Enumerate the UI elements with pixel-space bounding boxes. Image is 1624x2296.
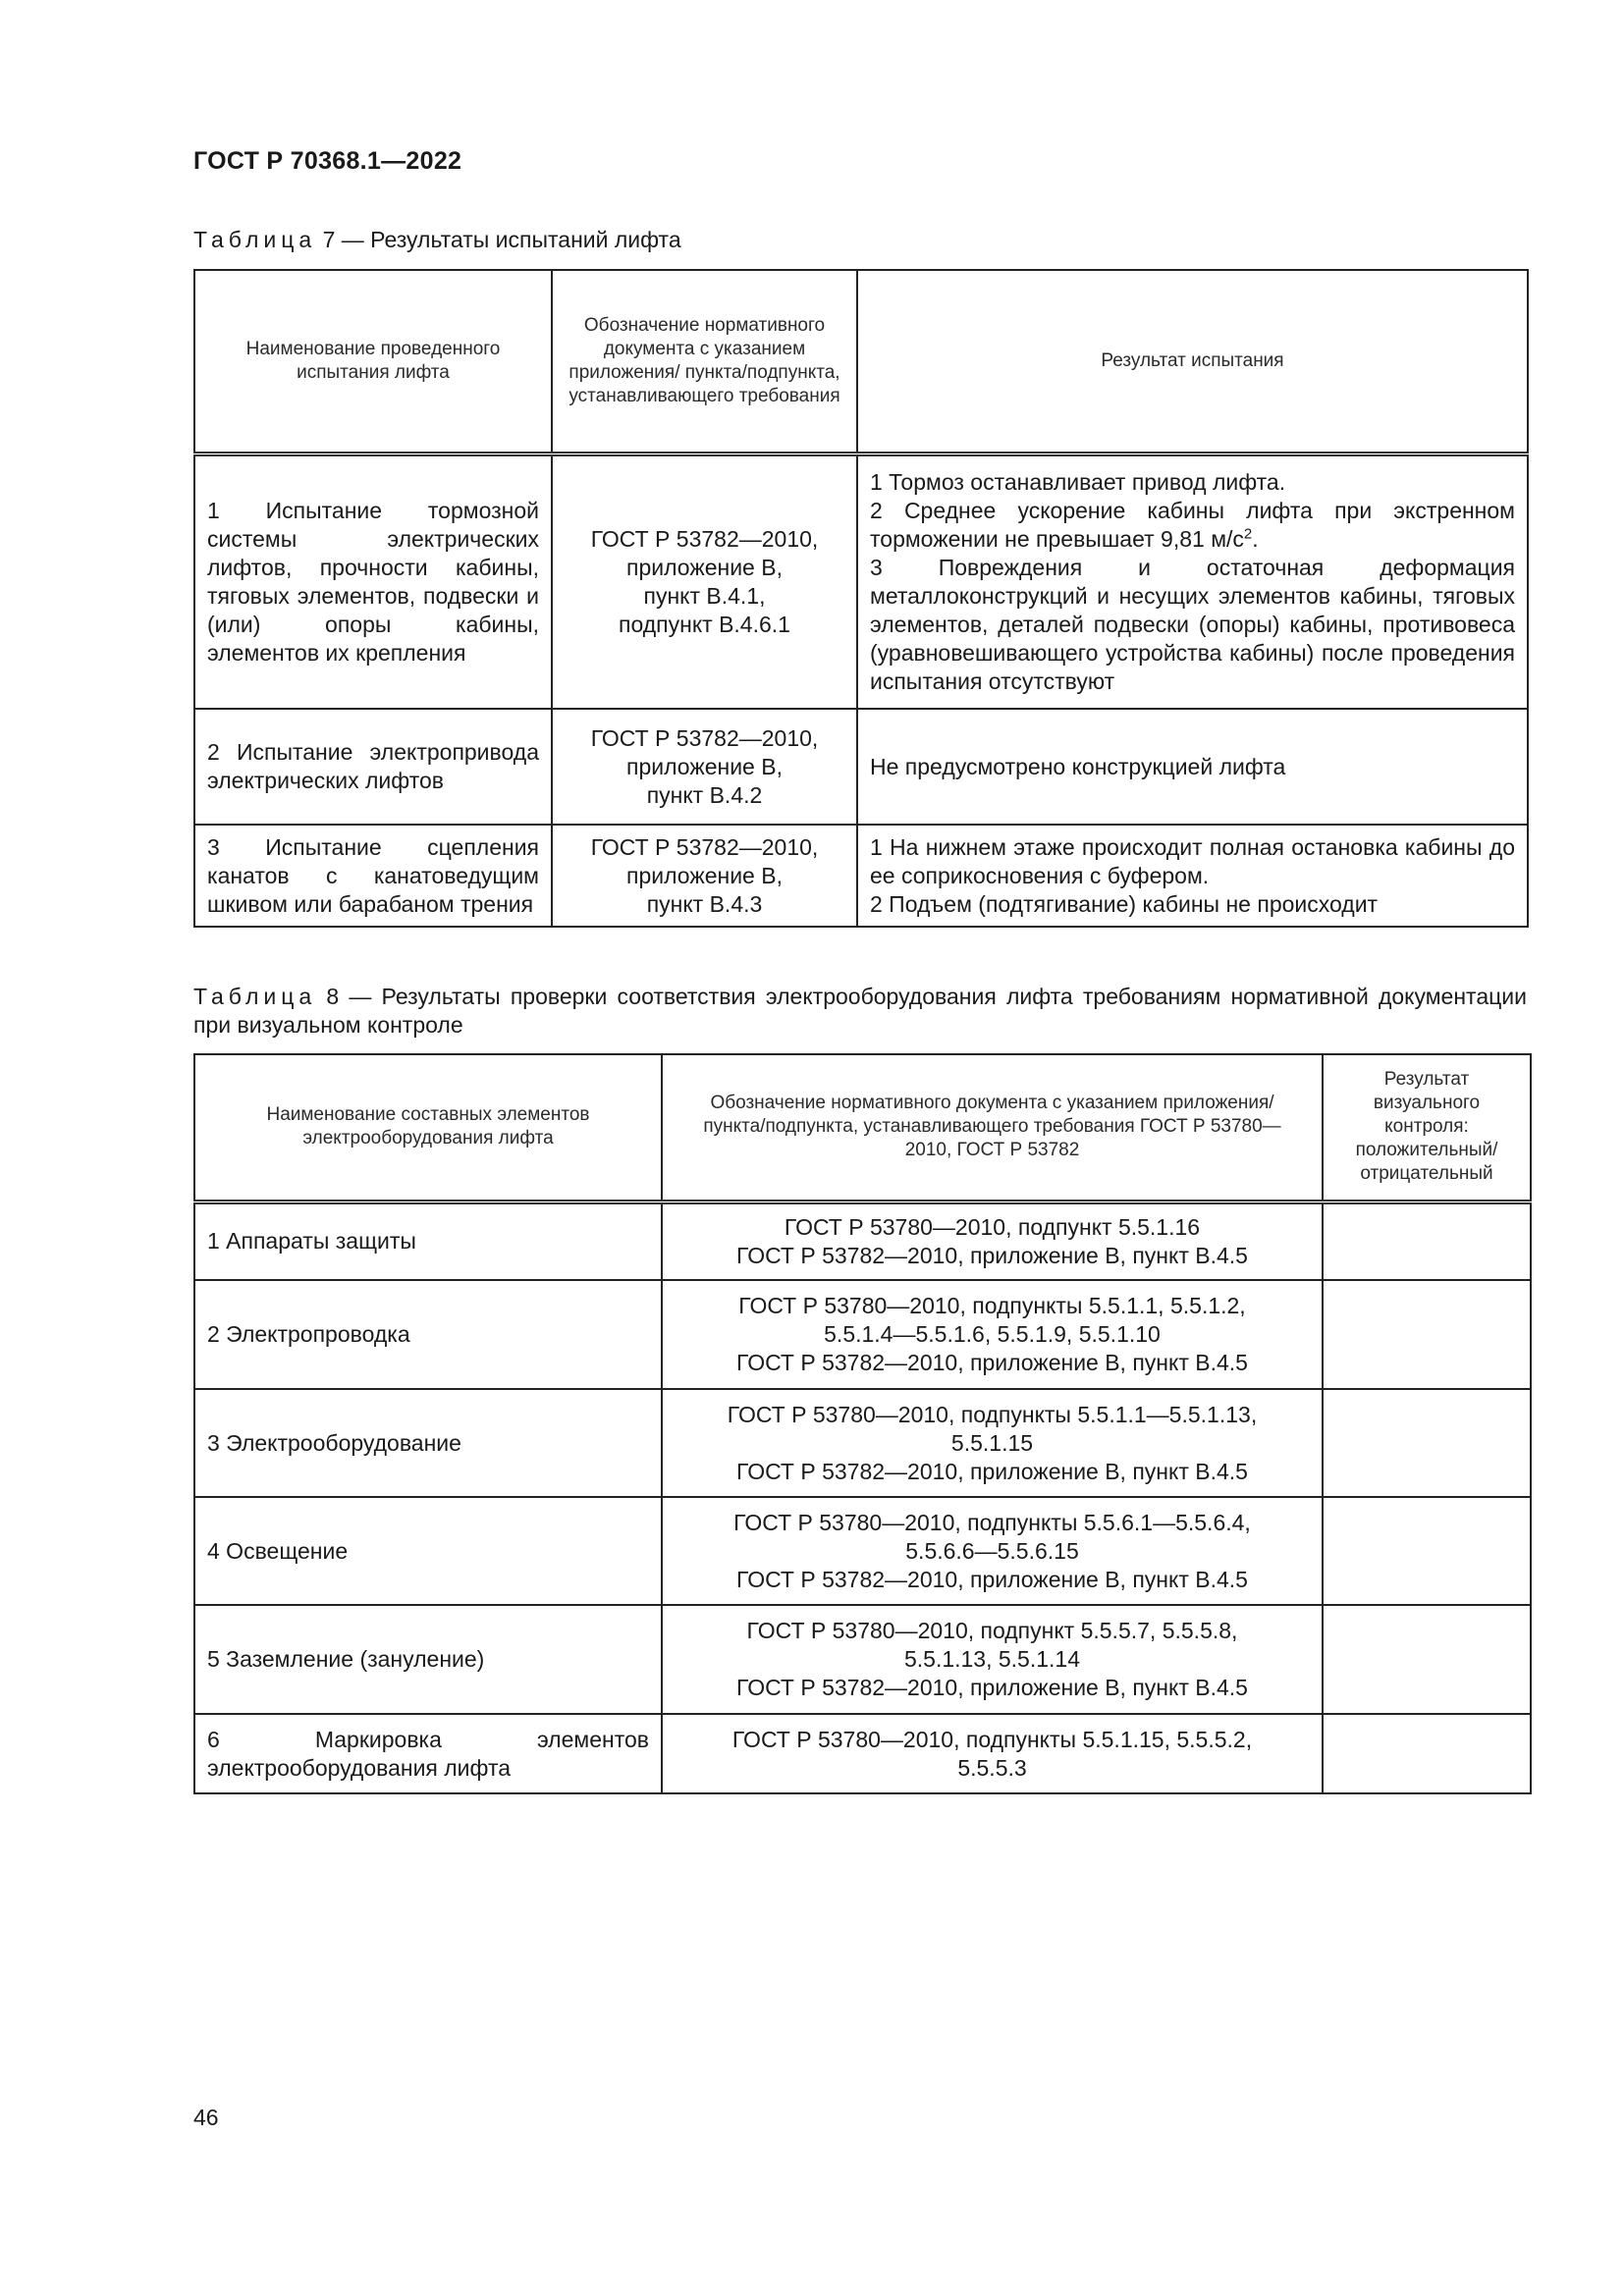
norm-line: ГОСТ Р 53782—2010, приложение В, пункт В.4.5 (736, 1242, 1248, 1268)
table8-row4-result (1323, 1497, 1531, 1605)
table8-row5-result (1323, 1605, 1531, 1714)
norm-line: 5.5.6.6—5.5.6.15 (905, 1537, 1079, 1564)
norm-line: пункт В.4.1, (643, 582, 766, 609)
result-item-2-text: 2 Среднее ускорение кабины лифта при экстренном торможении не превышает 9,81 м/с (870, 497, 1515, 552)
table8-caption (193, 983, 1527, 1040)
table8-header-row (194, 1054, 1531, 1201)
table7 (193, 269, 1529, 928)
norm-line: ГОСТ Р 53782—2010, приложение В, пункт В.4.5 (736, 1566, 1248, 1592)
table7-row2-name: 2 Испытание электропривода электрических лифтов (194, 709, 552, 825)
table-row (194, 1605, 1531, 1714)
norm-line: ГОСТ Р 53780—2010, подпункт 5.5.5.7, 5.5.5.8, (746, 1618, 1238, 1643)
norm-line: приложение В, (626, 862, 783, 888)
norm-line: ГОСТ Р 53782—2010, (590, 724, 819, 751)
table8-header-norm: Обозначение нормативного документа с указанием приложения/пункта/подпункта, устанавливающего требования ГОСТ Р 53780—2010, ГОСТ Р 53782 (662, 1054, 1323, 1201)
table7-row2-norm (552, 709, 857, 825)
table8-row1-result (1323, 1201, 1531, 1280)
table-row (194, 1201, 1531, 1280)
norm-line: 5.5.5.3 (957, 1754, 1027, 1781)
table8-row4-element: 4 Освещение (194, 1497, 662, 1605)
norm-line: ГОСТ Р 53782—2010, приложение В, пункт В.4.5 (736, 1350, 1248, 1375)
norm-line: ГОСТ Р 53780—2010, подпункты 5.5.1.1, 5.5.1.2, (738, 1293, 1246, 1318)
table-row (194, 1714, 1531, 1793)
norm-line: 5.5.1.15 (950, 1429, 1034, 1456)
table7-header-result: Результат испытания (857, 270, 1528, 454)
result-item-2-end: . (1252, 525, 1259, 552)
page-number: 46 (193, 2105, 219, 2130)
table8-row5-norm (662, 1605, 1323, 1714)
table7-row1-norm (552, 454, 857, 709)
norm-line: пункт В.4.3 (646, 890, 763, 917)
table8-header-result: Результат визуального контроля: положительный/ отрицательный (1323, 1054, 1531, 1201)
table8 (193, 1053, 1532, 1794)
table7-header-norm: Обозначение нормативного документа с указанием приложения/ пункта/подпункта, устанавливающего требования (552, 270, 857, 454)
table-row (194, 454, 1528, 709)
table7-row2-result: Не предусмотрено конструкцией лифта (857, 709, 1528, 825)
norm-line: подпункт В.4.6.1 (619, 611, 790, 637)
table8-row2-element: 2 Электропроводка (194, 1280, 662, 1389)
table7-caption-text: 7 — Результаты испытаний лифта (316, 227, 681, 252)
table8-row1-element: 1 Аппараты защиты (194, 1201, 662, 1280)
norm-line: ГОСТ Р 53782—2010, приложение В, пункт В.4.5 (736, 1458, 1248, 1484)
table7-row1-name: 1 Испытание тормозной системы электрических лифтов, прочности кабины, тяговых элементов, подвески и (или) опоры кабины, элементов их крепления (194, 454, 552, 709)
norm-line: пункт В.4.2 (646, 781, 763, 808)
result-item-3: 3 Повреждения и остаточная деформация металлоконструкций и несущих элементов кабины, тяговых элементов, деталей подвески (опоры) кабины, противовеса (уравновешивающего устройства кабины) после проведения испытания отсутствуют (870, 554, 1515, 694)
table8-row3-result (1323, 1389, 1531, 1497)
norm-line: приложение В, (626, 554, 783, 580)
table8-row6-element: 6 Маркировка элементов электрооборудования лифта (194, 1714, 662, 1793)
table7-header-name: Наименование проведенного испытания лифта (194, 270, 552, 454)
result-item-2-sup: 2 (1243, 525, 1253, 543)
table7-caption (193, 226, 681, 254)
table8-row3-element: 3 Электрооборудование (194, 1389, 662, 1497)
result-item-1: 1 На нижнем этаже происходит полная остановка кабины до ее соприкосновения с буфером. (870, 833, 1515, 888)
table8-caption-text: 8 — Результаты проверки соответствия электрооборудования лифта требованиям нормативной документации при визуальном контроле (193, 984, 1527, 1038)
norm-line: приложение В, (626, 753, 783, 779)
document-code: ГОСТ Р 70368.1—2022 (193, 147, 462, 175)
table8-row5-element: 5 Заземление (зануление) (194, 1605, 662, 1714)
norm-line: ГОСТ Р 53780—2010, подпункты 5.5.1.15, 5.5.5.2, (731, 1726, 1253, 1752)
table-row (194, 825, 1528, 927)
table8-row2-norm (662, 1280, 1323, 1389)
table8-row6-result (1323, 1714, 1531, 1793)
table8-caption-prefix: Таблица (193, 984, 317, 1009)
norm-line: ГОСТ Р 53780—2010, подпункт 5.5.1.16 (784, 1213, 1201, 1240)
table8-header-element: Наименование составных элементов электрооборудования лифта (194, 1054, 662, 1201)
norm-line: 5.5.1.13, 5.5.1.14 (903, 1646, 1081, 1672)
table7-row1-result (857, 454, 1528, 709)
norm-line: ГОСТ Р 53782—2010, приложение В, пункт В.4.5 (736, 1675, 1248, 1700)
table7-header-row (194, 270, 1528, 454)
table8-row1-norm (662, 1201, 1323, 1280)
result-item-1: 1 Тормоз останавливает привод лифта. (870, 468, 1286, 495)
table7-caption-prefix: Таблица (193, 227, 317, 252)
table7-row3-result (857, 825, 1528, 927)
norm-line: 5.5.1.4—5.5.1.6, 5.5.1.9, 5.5.1.10 (824, 1321, 1161, 1347)
norm-line: ГОСТ Р 53780—2010, подпункты 5.5.1.1—5.5.1.13, (727, 1401, 1258, 1427)
table-row (194, 1389, 1531, 1497)
table8-row4-norm (662, 1497, 1323, 1605)
table7-row3-name: 3 Испытание сцепления канатов с канатоведущим шкивом или барабаном трения (194, 825, 552, 927)
result-item-2 (870, 497, 1515, 554)
table8-row2-result (1323, 1280, 1531, 1389)
table7-row3-norm (552, 825, 857, 927)
result-item-2: 2 Подъем (подтягивание) кабины не происходит (870, 890, 1379, 917)
table8-row3-norm (662, 1389, 1323, 1497)
norm-line: ГОСТ Р 53782—2010, (590, 525, 819, 552)
table-row (194, 1497, 1531, 1605)
norm-line: ГОСТ Р 53782—2010, (590, 833, 819, 860)
table-row (194, 709, 1528, 825)
table-row (194, 1280, 1531, 1389)
table8-row6-norm (662, 1714, 1323, 1793)
norm-line: ГОСТ Р 53780—2010, подпункты 5.5.6.1—5.5.6.4, (733, 1509, 1251, 1535)
